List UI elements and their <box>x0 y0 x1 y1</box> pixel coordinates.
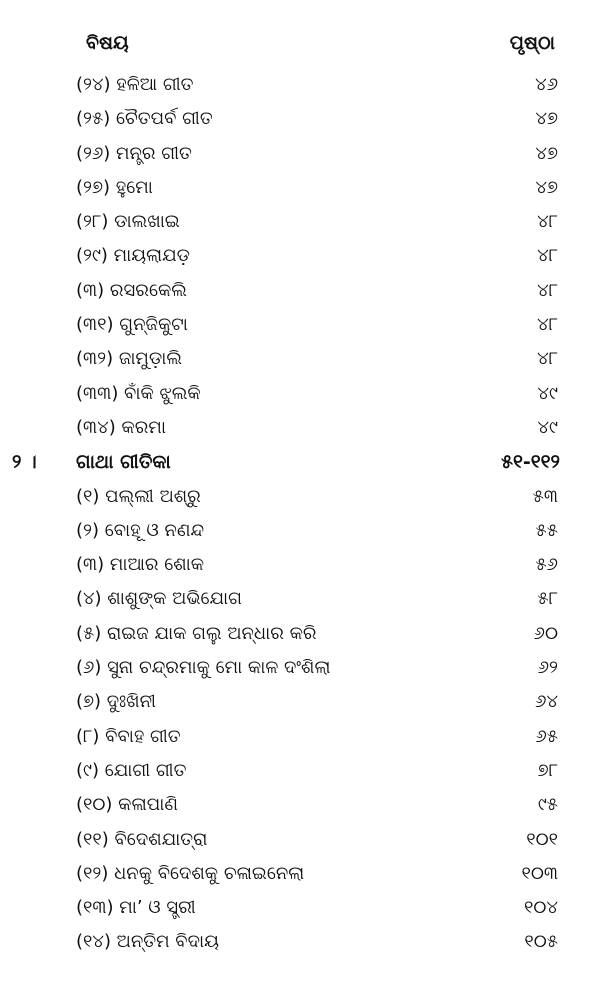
toc-list <box>0 68 600 960</box>
toc-entry <box>0 205 600 239</box>
toc-entry <box>0 68 600 102</box>
entry-page: ୫୮ <box>537 588 558 610</box>
toc-entry <box>0 651 600 685</box>
entry-title: (୧୩) ମା’ ଓ ସ୍ତ୍ରୀ <box>76 897 196 919</box>
entry-page: ୧୦୪ <box>524 897 558 919</box>
section-heading <box>0 445 600 479</box>
entry-title: (୩୩) ବାଁକି ଝୁଲକି <box>76 382 201 404</box>
toc-header <box>0 26 600 66</box>
entry-title: (୩୪) କରମା <box>76 416 166 438</box>
entry-page: ୧୦୩ <box>521 862 558 884</box>
toc-entry <box>0 137 600 171</box>
entry-title: (୩୧) ଗୁନ୍‌ଜିକୁଟା <box>76 314 188 336</box>
entry-title: (୪) ଶାଶୁଙ୍କ ଅଭିଯୋଗ <box>76 588 242 610</box>
toc-entry <box>0 548 600 582</box>
toc-entry <box>0 239 600 273</box>
entry-page: ୪୭ <box>535 142 558 164</box>
entry-page: ୬୪ <box>535 691 558 713</box>
toc-entry <box>0 411 600 445</box>
toc-entry <box>0 823 600 857</box>
entry-page: ୪୮ <box>537 314 558 336</box>
toc-entry <box>0 685 600 719</box>
entry-page: ୪୮ <box>537 245 558 267</box>
entry-title: (୮) ବିବାହ ଗୀତ <box>76 725 181 747</box>
toc-entry <box>0 925 600 959</box>
entry-title: (୧୪) ଅନ୍ତିମ ବିଦାୟ <box>76 931 219 953</box>
entry-title: (୧) ପଲ୍ଲୀ ଅଶ୍ରୁ <box>76 485 201 507</box>
entry-title: (୧୧) ବିଦେଶଯାତ୍ରା <box>76 828 208 850</box>
toc-entry <box>0 891 600 925</box>
entry-page: ୪୭ <box>535 108 558 130</box>
entry-page: ୪୮ <box>537 211 558 233</box>
entry-title: (୨୬) ମନ୍ତ୍ର ଗୀତ <box>76 142 192 164</box>
entry-page: ୫୩ <box>532 485 558 507</box>
entry-title: (୨) ବୋହୂ ଓ ନଣନ୍ଦ <box>76 519 205 541</box>
entry-title: (୨୪) ହଳିଆ ଗୀତ <box>76 74 194 95</box>
entry-title: (୬) ସୁନା ଚନ୍ଦ୍ରମାକୁ ମୋ କାଳ ଦଂଶିଲା <box>76 657 331 679</box>
entry-page: ୯୫ <box>537 794 558 816</box>
entry-page: ୭୮ <box>537 759 558 781</box>
entry-title: (୩) ମାଆର ଶୋକ <box>76 554 205 576</box>
entry-title: (୯) ଯୋଗୀ ଗୀତ <box>76 759 187 781</box>
entry-title: (୨୯) ମାୟଲାଯଡ଼ <box>76 245 190 267</box>
subject-column-heading: ବିଷୟ <box>86 32 129 54</box>
toc-entry <box>0 480 600 514</box>
toc-entry <box>0 788 600 822</box>
entry-page: ୬୫ <box>535 725 558 747</box>
section-title: ଗାଥା ଗୀତିକା <box>76 451 171 474</box>
entry-title: (୨୮) ଡାଲଖାଇ <box>76 211 180 233</box>
section-number: ୨ । <box>12 451 37 474</box>
page-column-heading: ପୃଷ୍ଠା <box>509 32 555 54</box>
entry-page: ୪୮ <box>537 348 558 370</box>
entry-page: ୪୬ <box>535 74 558 95</box>
entry-page: ୬୦ <box>533 622 558 644</box>
toc-entry <box>0 171 600 205</box>
toc-entry <box>0 377 600 411</box>
toc-entry <box>0 617 600 651</box>
entry-page: ୧୦୫ <box>524 931 558 953</box>
entry-title: (୨୫) ଚୈତପର୍ବ ଗୀତ <box>76 108 213 130</box>
toc-entry <box>0 102 600 136</box>
entry-page: ୫୫ <box>535 519 558 541</box>
entry-page: ୪୭ <box>535 176 558 198</box>
entry-page: ୪୯ <box>537 416 558 438</box>
toc-entry <box>0 342 600 376</box>
toc-entry <box>0 308 600 342</box>
entry-page: ୬୨ <box>537 657 558 679</box>
entry-title: (୨୭) ହୁମୋ <box>76 176 153 198</box>
toc-entry <box>0 754 600 788</box>
entry-page: ୫୬ <box>535 554 558 576</box>
toc-entry <box>0 514 600 548</box>
entry-title: (୧୦) କଳାପାଣି <box>76 794 178 816</box>
entry-page: ୧୦୧ <box>526 828 558 850</box>
entry-title: (୭) ଦୁଃଖିନୀ <box>76 691 156 713</box>
entry-title: (୫) ରାଇଜ ଯାକ ଗଲୁ ଅନ୍ଧାର କରି <box>76 622 317 644</box>
toc-entry <box>0 582 600 616</box>
toc-entry <box>0 720 600 754</box>
entry-page: ୪୯ <box>537 382 558 404</box>
entry-title: (୧୨) ଧନକୁ ବିଦେଶକୁ ଚଳାଇନେଲା <box>76 862 305 884</box>
entry-page: ୪୮ <box>537 279 558 301</box>
entry-title: (୩) ରସରକେଲି <box>76 279 187 301</box>
toc-entry <box>0 857 600 891</box>
entry-title: (୩୨) ଜାମୁଡ଼ାଲି <box>76 348 182 370</box>
toc-entry <box>0 274 600 308</box>
section-page-range: ୫୧-୧୧୨ <box>501 451 560 474</box>
